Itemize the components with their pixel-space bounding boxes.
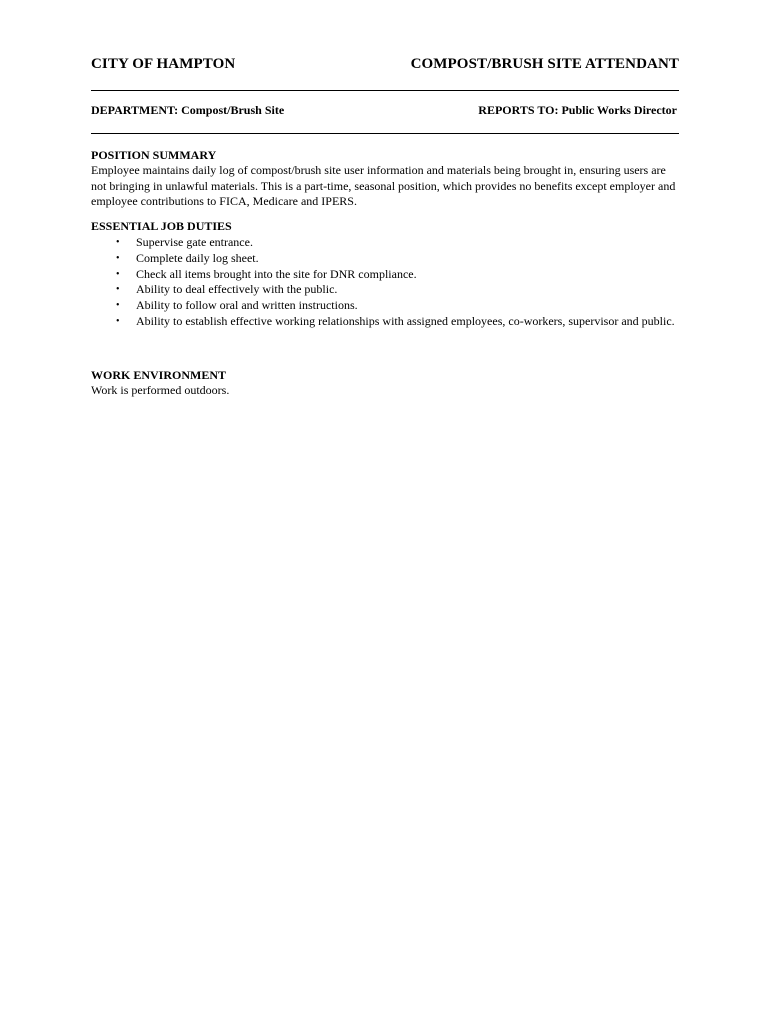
- duty-item: [91, 267, 681, 283]
- bullet-icon: •: [116, 300, 120, 312]
- divider-bottom: [91, 133, 679, 134]
- position-summary-text: Employee maintains daily log of compost/brush site user information and materials being brought in, ensuring users are not bringing in unlawful materials. This is a part-time, seasonal position, which provides no benefits except employer and employee contributions to FICA, Medicare and IPERS.: [91, 163, 676, 208]
- department-line: DEPARTMENT: Compost/Brush Site: [91, 103, 285, 117]
- duty-item: [91, 298, 681, 314]
- duty-text: Complete daily log sheet.: [136, 250, 259, 265]
- organization-name: CITY OF HAMPTON: [91, 56, 236, 72]
- work-environment-text: Work is performed outdoors.: [91, 383, 230, 397]
- essential-duties-heading: ESSENTIAL JOB DUTIES: [91, 219, 232, 233]
- bullet-icon: •: [116, 252, 120, 264]
- reports-to-line: REPORTS TO: Public Works Director: [478, 103, 677, 117]
- position-summary-heading: POSITION SUMMARY: [91, 148, 217, 162]
- duty-item: [91, 251, 681, 267]
- bullet-icon: •: [116, 284, 120, 296]
- duty-text: Check all items brought into the site for DNR compliance.: [136, 266, 417, 281]
- work-environment-heading: WORK ENVIRONMENT: [91, 368, 227, 382]
- duty-text: Supervise gate entrance.: [136, 235, 253, 249]
- duty-text: Ability to establish effective working relationships with assigned employees, co-workers, supervisor and public.: [136, 313, 675, 328]
- divider-top: [91, 90, 679, 91]
- bullet-icon: •: [116, 237, 120, 248]
- duty-text: Ability to deal effectively with the public.: [136, 282, 338, 297]
- bullet-icon: •: [116, 315, 120, 327]
- job-title: COMPOST/BRUSH SITE ATTENDANT: [410, 56, 679, 72]
- bullet-icon: •: [116, 268, 120, 280]
- duty-item: [91, 235, 681, 251]
- essential-duties-list: [91, 235, 681, 330]
- duty-text: Ability to follow oral and written instructions.: [136, 298, 358, 313]
- duty-item: [91, 282, 681, 298]
- duty-item: [91, 314, 681, 330]
